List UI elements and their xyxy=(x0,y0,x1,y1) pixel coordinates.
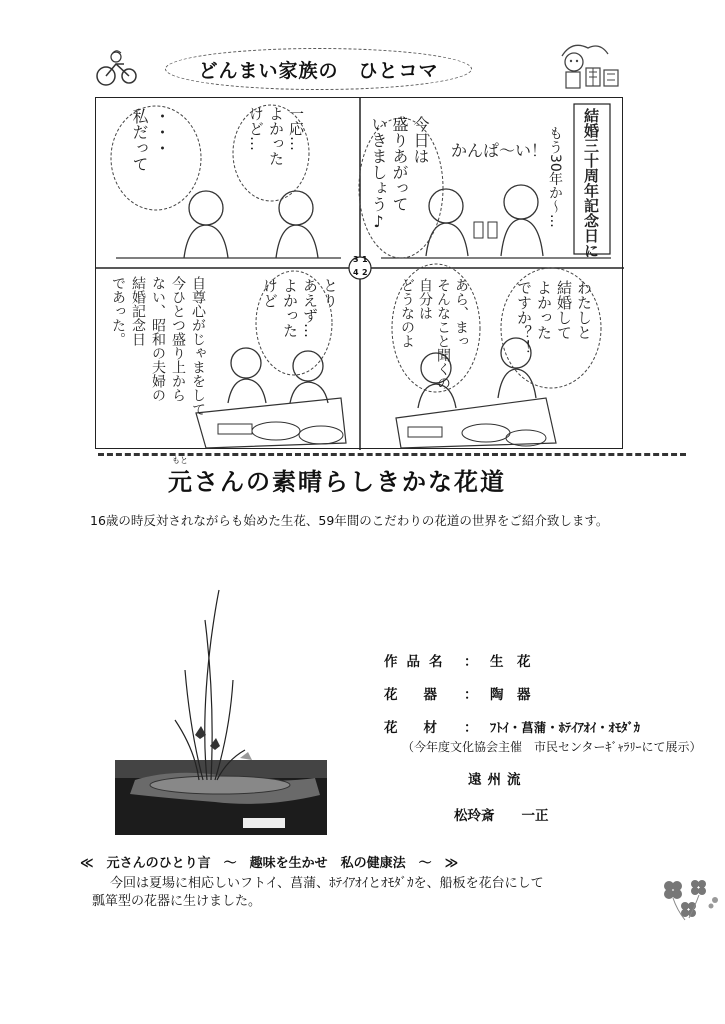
detail-value-work-name: 生 花 xyxy=(490,654,531,670)
panel2-bubble: あら、まっ そんなこと聞くの 自分は どうなのよ xyxy=(399,278,469,390)
clover-flower-icon xyxy=(655,876,721,924)
body-text-line-1: 今回は夏場に相応しいフトイ、菖蒲、ﾎﾃｲｱｵｲとｵﾓﾀﾞｶを、船板を花台にして xyxy=(110,876,544,891)
panel3-bubble-right: 一応… よかった けど… xyxy=(247,106,305,166)
panel1-bubble-right: もう30年か～… xyxy=(547,126,563,228)
panel-number-2: 2 xyxy=(362,268,368,277)
detail-label-work-name: 作品名 xyxy=(384,654,452,670)
panel1-bubble-left: 今日は 盛りあがって いきましょう♪ xyxy=(369,116,430,231)
detail-row-materials xyxy=(384,716,640,736)
detail-row-vessel xyxy=(384,683,531,703)
detail-colon: ： xyxy=(464,687,478,703)
detail-colon: ： xyxy=(464,720,478,736)
artist-name: 松玲斎 一正 xyxy=(454,808,549,824)
school-name: 遠州流 xyxy=(468,772,527,788)
section-title: 元さんの素晴らしきかな花道 xyxy=(168,468,506,496)
exhibit-note: （今年度文化協会主催 市民センターｷﾞｬﾗﾘｰにて展示） xyxy=(402,740,702,754)
comic-strip xyxy=(95,97,623,449)
mascot-icon xyxy=(552,38,624,94)
title-ruby: もと xyxy=(172,456,188,465)
detail-row-work-name xyxy=(384,650,531,670)
detail-colon: ： xyxy=(464,654,478,670)
ikebana-photo xyxy=(115,580,327,835)
detail-label-vessel: 花器 xyxy=(384,687,463,703)
page-title-text: どんまい家族の ひとコマ xyxy=(198,59,439,82)
panel2-narration: わたしと 結婚して よかった ですか？！ xyxy=(515,280,593,355)
body-text-line-2: 瓢箪型の花器に生けました。 xyxy=(92,894,262,909)
detail-value-vessel: 陶 器 xyxy=(490,687,531,703)
panel3-bubble-left: ・・・ 私だって xyxy=(130,108,171,172)
panel4-bubble: とり あえず… よかった けど xyxy=(261,278,339,338)
page-title xyxy=(165,48,472,90)
panel1-narration: 結婚三十周年記念日に xyxy=(582,108,600,258)
panel4-narration: 自尊心がじゃまをして 今ひとつ盛り上から ない、昭和の夫婦の 結婚記念日 であった。 xyxy=(110,276,206,416)
panel1-cheer: かんぱ～い！ xyxy=(451,141,548,160)
panel-number-3: 3 xyxy=(353,255,359,264)
panel-number-1: 1 xyxy=(362,255,368,264)
soliloquy-title: ≪ 元さんのひとり言 ～ 趣味を生かせ 私の健康法 ～ ≫ xyxy=(80,856,459,871)
intro-text: 16歳の時反対されながらも始めた生花、59年間のこだわりの花道の世界をご紹介致します。 xyxy=(90,513,609,528)
detail-value-materials: ﾌﾄｲ・菖蒲・ﾎﾃｲｱｵｲ・ｵﾓﾀﾞｶ xyxy=(490,720,641,735)
panel-number-4: 4 xyxy=(353,268,359,277)
detail-label-materials: 花材 xyxy=(384,720,463,736)
bicycle-icon xyxy=(94,48,140,88)
